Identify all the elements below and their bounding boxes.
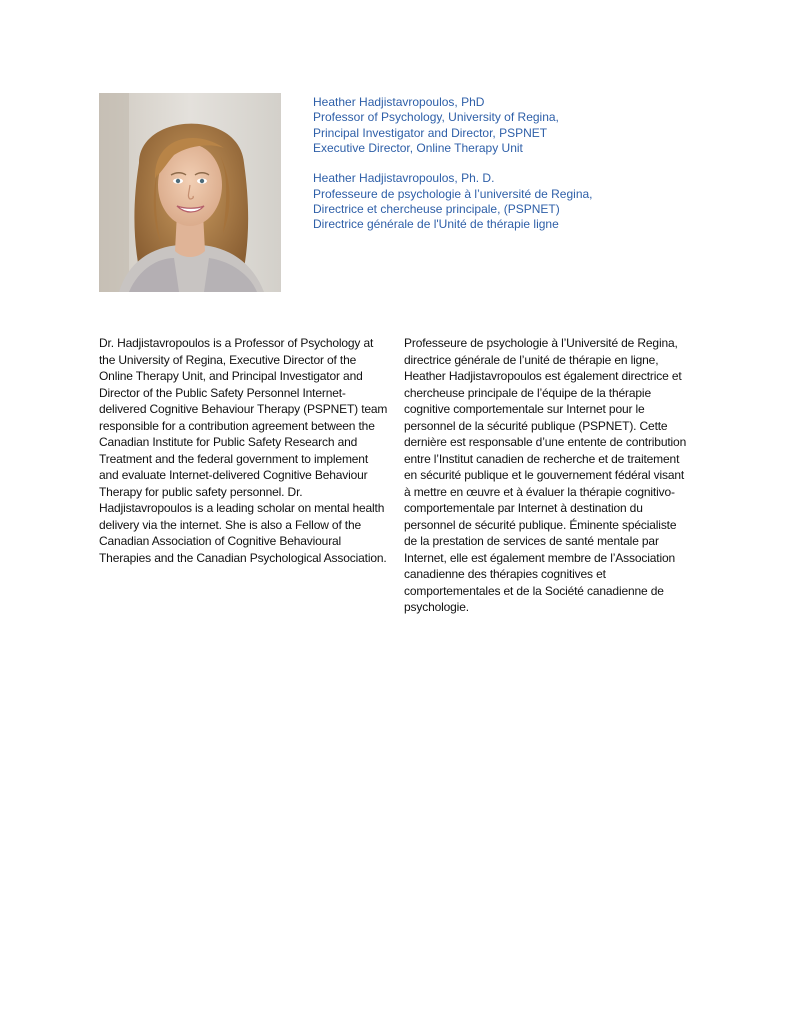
english-title-3: Executive Director, Online Therapy Unit (313, 140, 523, 155)
portrait-photo (99, 93, 281, 292)
english-title-1: Professor of Psychology, University of Regina, (313, 110, 559, 125)
english-bio: Dr. Hadjistavropoulos is a Professor of Psychology at the University of Regina, Executive Director of the Online Therapy Unit, and Principal Investigator and Director of the Public Safety Personnel Internet-delivered Cognitive Behaviour Therapy (PSPNET) team responsible for a contribution agreement between the Canadian Institute for Public Safety Research and Treatment and the federal government to implement and evaluate Internet-delivered Cognitive Behaviour Therapy for public safety personnel. Dr. Hadjistavropoulos is a leading scholar on mental health delivery via the internet. She is also a Fellow of the Canadian Association of Cognitive Behavioural Therapies and the Canadian Psychological Association. (99, 336, 388, 565)
english-title-2: Principal Investigator and Director, PSPNET (313, 125, 548, 140)
english-name: Heather Hadjistavropoulos, PhD (313, 95, 485, 109)
title-spacer (313, 156, 673, 171)
french-name: Heather Hadjistavropoulos, Ph. D. (313, 171, 495, 186)
french-title-3: Directrice générale de l'Unité de thérapie ligne (313, 217, 559, 232)
french-bio: Professeure de psychologie à l’Université de Regina, directrice générale de l’unité de thérapie en ligne, Heather Hadjistavropoulos est également directrice et chercheuse principale de l’équipe de la thérapie cognitive comportementale sur Internet pour le personnel de la sécurité publique (PSPNET). Cette dernière est responsable d’une entente de contribution entre l’Institut canadien de recherche et de traitement en sécurité publique et le gouvernement fédéral visant à mettre en œuvre et à évaluer la thérapie cognitivo-comportementale par Internet à destination du personnel de sécurité publique. Éminente spécialiste de la prestation de services de santé mentale par Internet, elle est également membre de l’Association canadienne des thérapies cognitives et comportementales et de la Société canadienne de psychologie. (404, 336, 687, 614)
title-block (313, 95, 673, 233)
french-title-1: Professeure de psychologie à l’université de Regina, (313, 186, 593, 201)
french-title-2: Directrice et chercheuse principale, (PSPNET) (313, 202, 560, 217)
